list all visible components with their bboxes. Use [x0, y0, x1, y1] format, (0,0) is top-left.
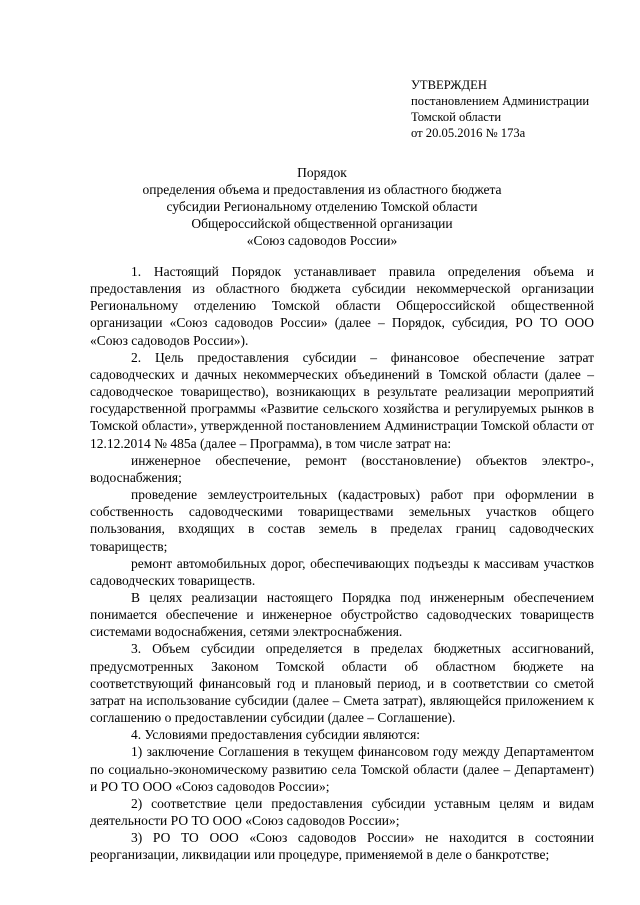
- title-line: определения объема и предоставления из областного бюджета: [142, 182, 502, 197]
- title-line: Общероссийской общественной организации: [191, 216, 453, 231]
- title-line: «Союз садоводов России»: [246, 233, 398, 248]
- title-line: субсидии Региональному отделению Томской области: [166, 199, 478, 214]
- paragraph: проведение землеустроительных (кадастровых) работ при оформлении в собственность садоводческими товариществами земельных участков общего пользования, входящих в состав земель в пределах границ садоводческих товариществ;: [90, 487, 594, 554]
- paragraph: 3. Объем субсидии определяется в пределах бюджетных ассигнований, предусмотренных Законом Томской области об областном бюджете на соответствующий финансовый год и плановый период, и в соответствии со сметой затрат на использование субсидии (далее – Смета затрат), являющейся приложением к соглашению о предоставлении субсидии (далее – Соглашение).: [90, 641, 594, 726]
- paragraph: 3) РО ТО ООО «Союз садоводов России» не находится в состоянии реорганизации, ликвидации или процедуре, применяемой в деле о банкротстве;: [90, 830, 594, 863]
- approval-stamp: [411, 77, 589, 141]
- paragraph: 4. Условиями предоставления субсидии являются:: [131, 727, 421, 743]
- title-line: Порядок: [297, 165, 347, 180]
- approval-heading: УТВЕРЖДЕН: [411, 78, 487, 92]
- paragraph: инженерное обеспечение, ремонт (восстановление) объектов электро-, водоснабжения;: [90, 452, 594, 485]
- paragraph: 2) соответствие цели предоставления субсидии уставным целям и видам деятельности РО ТО ООО «Союз садоводов России»;: [90, 795, 594, 828]
- document-title: [90, 164, 554, 249]
- approval-line: Томской области: [411, 110, 502, 124]
- document-body: [90, 263, 594, 863]
- paragraph: 1) заключение Соглашения в текущем финансовом году между Департаментом по социально-экономическому развитию села Томской области (далее – Департамент) и РО ТО ООО «Союз садоводов России»;: [90, 744, 594, 794]
- approval-line: постановлением Администрации: [411, 94, 590, 108]
- paragraph: 1. Настоящий Порядок устанавливает правила определения объема и предоставления из областного бюджета субсидии некоммерческой организации Региональному отделению Томской области Общероссийской общественной организации «Союз садоводов России» (далее – Порядок, субсидия, РО ТО ООО «Союз садоводов России»).: [90, 264, 594, 348]
- paragraph: ремонт автомобильных дорог, обеспечивающих подъезды к массивам участков садоводческих товариществ.: [90, 555, 594, 588]
- approval-date: от 20.05.2016 № 173а: [411, 126, 526, 140]
- paragraph: В целях реализации настоящего Порядка под инженерным обеспечением понимается обеспечение и инженерное обустройство садоводческих товариществ системами водоснабжения, сетями электроснабжения.: [90, 589, 594, 640]
- paragraph: 2. Цель предоставления субсидии – финансовое обеспечение затрат садоводческих и дачных некоммерческих объединений в Томской области (далее – садоводческое товарищество), возникающих в результате реализации мероприятий государственной программы «Развитие сельского хозяйства и регулируемых рынков в Томской области», утвержденной постановлением Администрации Томской области от 12.12.2014 № 485а (далее – Программа), в том числе затрат на:: [90, 349, 594, 451]
